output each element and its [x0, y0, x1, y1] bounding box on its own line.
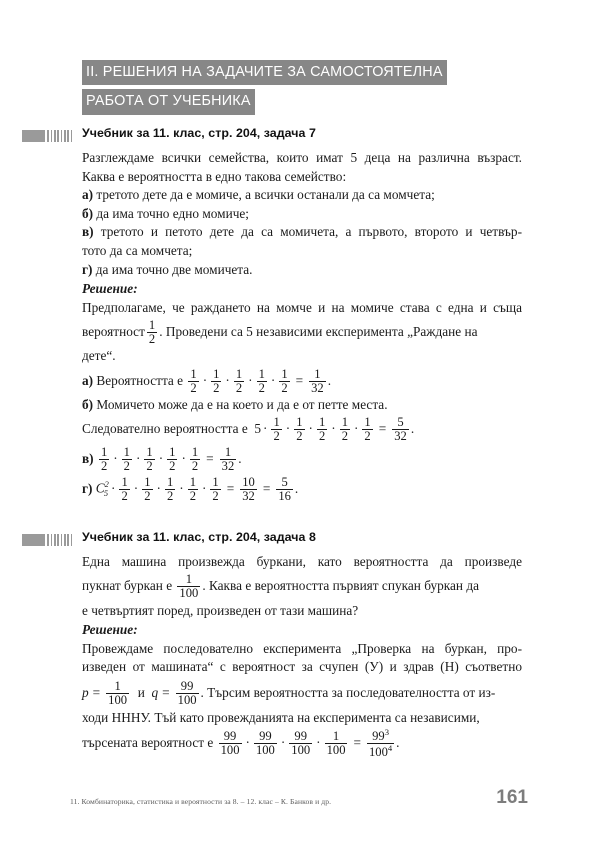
fraction-result: $\frac{1}{32}$ [221, 445, 235, 474]
multiply-operator: · [156, 481, 161, 497]
multiply-operator: · [248, 372, 253, 388]
equals-operator: = [378, 421, 387, 437]
period: . [396, 735, 400, 751]
multiply-operator: · [280, 735, 286, 751]
problem-7-intro-line-1: Разглеждаме всички семейства, които имат 5 деца на различна възраст. [82, 150, 522, 165]
problem-8-solution-line-1: Провеждаме последователно експеримента „Проверка на буркан, про- [82, 640, 522, 656]
item-label-g: г) [82, 261, 93, 277]
fraction-5: $\frac{1}{2}$ [212, 475, 219, 504]
final-denominator: $100^4$ [368, 743, 393, 760]
equals-operator: = [92, 684, 101, 700]
multiply-operator: · [331, 421, 336, 437]
problem-7-item-a [82, 186, 522, 205]
fraction-one-half: $\frac{1}{2}$ [148, 318, 156, 346]
multiply-operator: · [181, 451, 186, 467]
fraction-1: $\frac{1}{2}$ [273, 415, 280, 444]
problem-8-solution-line-2: изведен от машината“ с вероятност за счупен (У) и здрав (Н) съответно [82, 659, 522, 675]
fraction-4: $\frac{1}{2}$ [189, 475, 196, 504]
chapter-title-line-1: II. РЕШЕНИЯ НА ЗАДАЧИТЕ ЗА САМОСТОЯТЕЛНА [82, 60, 447, 85]
fraction-2: $\frac{1}{2}$ [144, 475, 151, 504]
problem-section-7 [0, 128, 600, 505]
final-formula-prefix: търсената вероятност е [82, 735, 214, 751]
fraction-2: $\frac{1}{2}$ [123, 445, 130, 474]
equals-operator: = [162, 684, 170, 700]
fraction-5: $\frac{1}{2}$ [364, 415, 371, 444]
footer-source-text: 11. Комбинаторика, статистика и вероятности за 8. – 12. клас – К. Банков и др. [70, 797, 332, 806]
problem-7-item-v-continued: тото да са момчета; [82, 243, 193, 259]
decorative-barcode-icon [22, 130, 74, 142]
fraction-2: $\frac{1}{2}$ [213, 366, 220, 395]
multiply-operator: · [245, 735, 250, 751]
problem-7-item-b [82, 205, 522, 224]
multiply-operator: · [133, 481, 139, 497]
problem-section-8 [0, 532, 600, 760]
problem-7-solution-line-1: Предполагаме, че раждането на момче и на момиче става с една и съща [82, 299, 522, 315]
problem-8-solution-line-3 [82, 677, 522, 709]
item-text-a: третото дете да е момиче, а всички останали да са момчета; [96, 187, 435, 203]
equals-operator: = [206, 451, 214, 467]
period: . [294, 481, 299, 497]
fraction-p-value: $\frac{1}{100}$ [108, 678, 128, 707]
fraction-result: $\frac{1}{32}$ [311, 366, 324, 395]
multiply-operator: · [225, 372, 230, 388]
problem-8-intro-line-1: Една машина произвежда буркани, като вероятността да произведе [82, 554, 522, 569]
intro-line2-prefix: пукнат буркан е [82, 578, 173, 594]
problem-8-title: Учебник за 11. клас, стр. 204, задача 8 [82, 530, 316, 544]
problem-7-answer-g [82, 475, 522, 505]
problem-8-solution-label: Решение: [82, 622, 138, 638]
problem-7-body [82, 149, 522, 505]
fraction-5: $\frac{1}{2}$ [191, 445, 199, 474]
equals-operator: = [226, 481, 235, 497]
answer-v-label: в) [82, 451, 94, 467]
item-text-b: да има точно едно момиче; [96, 205, 249, 221]
final-numerator: $99^3$ [372, 727, 390, 744]
problem-7-solution-line-3: дете“. [82, 348, 116, 364]
problem-7-item-g [82, 261, 522, 280]
multiply-operator: · [270, 372, 276, 388]
fraction-4: $\frac{1}{2}$ [258, 366, 265, 395]
solution-line3-suffix: . Търсим вероятността за последователността от из- [200, 684, 496, 700]
answer-g-label: г) [82, 481, 93, 497]
fraction-3: $\frac{1}{2}$ [166, 475, 174, 504]
equals-operator: = [295, 372, 304, 388]
problem-7-item-v [82, 223, 522, 242]
page-number: 161 [496, 787, 528, 808]
fraction-one-hundredth: $\frac{1}{100}$ [179, 572, 199, 601]
chapter-title-line-2: РАБОТА ОТ УЧЕБНИКА [82, 89, 255, 114]
multiply-operator: · [113, 451, 118, 467]
fraction-result-2: $\frac{5}{16}$ [278, 475, 291, 504]
fraction-1: $\frac{1}{2}$ [190, 366, 197, 395]
item-label-b: б) [82, 205, 94, 221]
answer-b-label: б) [82, 397, 94, 413]
fraction-3: $\frac{99}{100}$ [291, 729, 311, 758]
intro-line2-suffix: . Каква е вероятността първият спукан буркан да [202, 578, 480, 594]
multiply-operator: · [353, 421, 359, 437]
period: . [327, 372, 332, 388]
problem-7-intro-line-2: Каква е вероятността в едно такова семейство: [82, 168, 347, 184]
multiply-operator: · [135, 451, 141, 467]
combination-symbol: $C^2_5$ [95, 480, 109, 499]
fraction-1: $\frac{1}{2}$ [121, 475, 128, 504]
problem-8-intro-line-2 [82, 572, 522, 602]
multiply-operator: · [202, 372, 208, 388]
equals-operator: = [353, 735, 361, 751]
problem-7-answer-b-line-1 [82, 396, 522, 415]
fraction-4: $\frac{1}{2}$ [169, 445, 176, 474]
chapter-title [82, 60, 522, 115]
item-label-v: в) [82, 224, 94, 240]
fraction-result: $\frac{5}{32}$ [394, 415, 407, 444]
fraction-3: $\frac{1}{2}$ [235, 366, 243, 395]
problem-7-header-row [0, 128, 600, 145]
fraction-3: $\frac{1}{2}$ [146, 445, 153, 474]
fraction-1: $\frac{99}{100}$ [220, 729, 240, 758]
problem-8-intro-line-3: е четвъртият поред, произведен от тази машина? [82, 602, 359, 618]
fraction-final-result [367, 728, 394, 759]
multiply-operator: · [111, 481, 116, 497]
variable-q: q [151, 684, 159, 700]
problem-8-solution-line-4: ходи НННУ. Тъй като провежданията на експеримента са независими, [82, 710, 480, 726]
equals-operator: = [262, 481, 271, 497]
period: . [238, 451, 242, 467]
item-text-g: да има точно две момичета. [95, 261, 253, 277]
fraction-5: $\frac{1}{2}$ [281, 366, 288, 395]
fraction-q-value: $\frac{99}{100}$ [177, 678, 197, 707]
fraction-1: $\frac{1}{2}$ [100, 445, 108, 474]
page-footer [0, 787, 600, 825]
variable-p: p [82, 684, 89, 700]
problem-7-answer-v [82, 445, 522, 475]
item-label-a: а) [82, 187, 94, 203]
multiply-operator: · [308, 421, 313, 437]
fraction-2: $\frac{99}{100}$ [255, 729, 275, 758]
problem-8-final-formula [82, 728, 522, 760]
multiply-operator: · [201, 481, 207, 497]
period: . [410, 421, 415, 437]
problem-7-answer-a [82, 366, 522, 396]
item-text-v: третото и петото дете да са момичета, а първото, второто и четвър- [100, 224, 523, 240]
fraction-2: $\frac{1}{2}$ [296, 415, 303, 444]
fraction-4: $\frac{1}{100}$ [326, 729, 346, 758]
answer-b-text: Момичето може да е на което и да е от петте места. [96, 397, 388, 413]
solution-line-2-suffix: . Проведени са 5 независими експеримента „Раждане на [159, 324, 478, 340]
problem-7-answer-b-line-2 [82, 415, 522, 445]
solution-line-2-prefix: вероятност [82, 324, 145, 340]
problem-7-solution-label: Решение: [82, 281, 138, 297]
fraction-3: $\frac{1}{2}$ [318, 415, 326, 444]
answer-a-label: а) [82, 372, 94, 388]
problem-7-solution-line-2 [82, 317, 522, 347]
fraction-4: $\frac{1}{2}$ [341, 415, 348, 444]
multiply-operator: · [285, 421, 291, 437]
multiply-operator: · [263, 421, 268, 437]
answer-a-text: Вероятността е [96, 372, 184, 388]
answer-b-line2-text: Следователно вероятността е [82, 421, 248, 437]
decorative-barcode-icon [22, 534, 74, 546]
conjunction-and: и [137, 684, 145, 700]
problem-8-header-row [0, 532, 600, 549]
problem-7-title: Учебник за 11. клас, стр. 204, задача 7 [82, 126, 316, 140]
multiply-operator: · [316, 735, 321, 751]
multiply-operator: · [158, 451, 164, 467]
multiply-operator: · [179, 481, 184, 497]
problem-8-body [82, 553, 522, 760]
answer-b-coefficient: 5 [254, 421, 262, 437]
fraction-result-1: $\frac{10}{32}$ [242, 475, 255, 504]
